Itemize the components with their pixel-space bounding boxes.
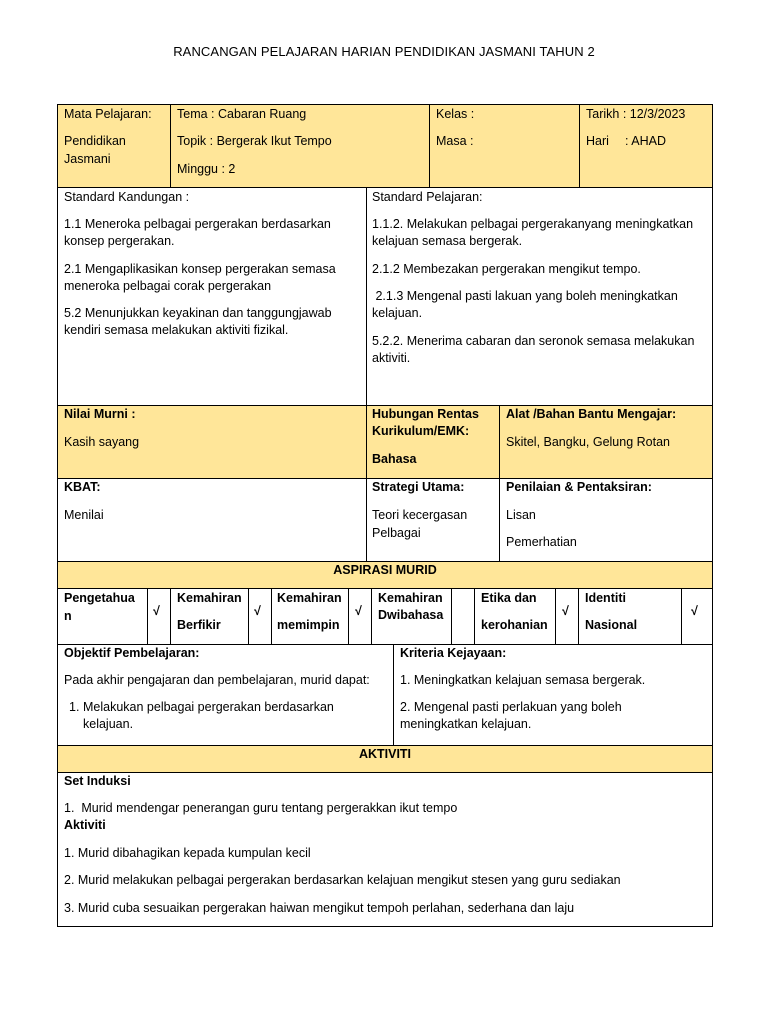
- objektif-label: Objektif Pembelajaran:: [64, 646, 200, 660]
- alat-label: Alat /Bahan Bantu Mengajar:: [506, 407, 677, 421]
- aktiviti-item: 3. Murid cuba sesuaikan pergerakan haiwan mengikut tempoh perlahan, sederhana dan laju: [64, 901, 575, 915]
- penilaian-item: Pemerhatian: [506, 535, 577, 549]
- aktiviti-item: 1. Murid dibahagikan kepada kumpulan kecil: [64, 846, 311, 860]
- alat-value: Skitel, Bangku, Gelung Rotan: [506, 435, 670, 449]
- standard-pelajaran-item: 1.1.2. Melakukan pelbagai pergerakanyang meningkatkan kelajuan semasa bergerak.: [372, 217, 694, 248]
- aktiviti-item: 2. Murid melakukan pelbagai pergerakan berdasarkan kelajuan mengikut stesen yang guru sediakan: [64, 873, 621, 887]
- strategi-value-2: Pelbagai: [372, 526, 421, 540]
- aktiviti-header: AKTIVITI: [358, 747, 412, 761]
- aspirasi-item-line1: Identiti: [585, 591, 626, 605]
- check-mark: √: [153, 604, 160, 618]
- mata-pelajaran-value-2: Jasmani: [64, 152, 111, 166]
- set-induksi-item: 1. Murid mendengar penerangan guru tentang pergerakkan ikut tempo: [64, 801, 458, 815]
- objektif-intro: Pada akhir pengajaran dan pembelajaran, murid dapat:: [64, 673, 370, 687]
- aspirasi-item-line1: Kemahiran: [378, 591, 443, 605]
- set-induksi-label: Set Induksi: [64, 774, 131, 788]
- aspirasi-item-line1: Kemahiran: [277, 591, 342, 605]
- check-mark: √: [691, 604, 698, 618]
- check-mark: √: [355, 604, 362, 618]
- penilaian-item: Lisan: [506, 508, 536, 522]
- standard-kandungan-label: Standard Kandungan :: [64, 190, 190, 204]
- standard-pelajaran-label: Standard Pelajaran:: [372, 190, 483, 204]
- aspirasi-item-line1: Etika dan: [481, 591, 537, 605]
- kriteria-item: 1. Meningkatkan kelajuan semasa bergerak.: [400, 673, 646, 687]
- topik: Topik : Bergerak Ikut Tempo: [177, 134, 332, 148]
- hubungan-value: Bahasa: [372, 452, 417, 466]
- check-mark: √: [562, 604, 569, 618]
- page-title: RANCANGAN PELAJARAN HARIAN PENDIDIKAN JASMANI TAHUN 2: [173, 44, 595, 59]
- aspirasi-item-line2: Nasional: [585, 618, 638, 632]
- nilai-murni-value: Kasih sayang: [64, 435, 140, 449]
- minggu: Minggu : 2: [177, 162, 236, 176]
- standard-pelajaran-item: 5.2.2. Menerima cabaran dan seronok semasa melakukan aktiviti.: [372, 334, 695, 365]
- nilai-murni-label: Nilai Murni :: [64, 407, 136, 421]
- kbat-value: Menilai: [64, 508, 104, 522]
- mata-pelajaran-label: Mata Pelajaran:: [64, 107, 152, 121]
- tema: Tema : Cabaran Ruang: [177, 107, 307, 121]
- standard-pelajaran-item: 2.1.3 Mengenal pasti lakuan yang boleh meningkatkan kelajuan.: [372, 289, 682, 320]
- kelas: Kelas :: [436, 107, 475, 121]
- kriteria-item: 2. Mengenal pasti perlakuan yang boleh meningkatkan kelajuan.: [400, 700, 622, 731]
- objektif-item: Melakukan pelbagai pergerakan berdasarkan kelajuan.: [83, 700, 334, 731]
- hubungan-label-1: Hubungan Rentas: [372, 407, 479, 421]
- check-mark: √: [254, 604, 261, 618]
- hari-label: Hari: [586, 134, 609, 148]
- standard-kandungan-item: 5.2 Menunjukkan keyakinan dan tanggungjawab kendiri semasa melakukan aktiviti fizikal.: [64, 306, 332, 337]
- aspirasi-item-line2: Berfikir: [177, 618, 221, 632]
- hari-value: : AHAD: [625, 134, 666, 148]
- penilaian-label: Penilaian & Pentaksiran:: [506, 480, 652, 494]
- aspirasi-item-line1: Pengetahua: [64, 591, 135, 605]
- aspirasi-item-line2: n: [64, 609, 72, 623]
- strategi-label: Strategi Utama:: [372, 480, 465, 494]
- aspirasi-item-line2: kerohanian: [481, 618, 548, 632]
- standard-pelajaran-item: 2.1.2 Membezakan pergerakan mengikut tempo.: [372, 262, 641, 276]
- objektif-item-num: 1.: [69, 700, 80, 714]
- strategi-value-1: Teori kecergasan: [372, 508, 468, 522]
- masa: Masa :: [436, 134, 474, 148]
- standard-kandungan-item: 1.1 Meneroka pelbagai pergerakan berdasarkan konsep pergerakan.: [64, 217, 331, 248]
- hubungan-label-2: Kurikulum/EMK:: [372, 424, 470, 438]
- mata-pelajaran-value-1: Pendidikan: [64, 134, 126, 148]
- aktiviti-label: Aktiviti: [64, 818, 106, 832]
- aspirasi-header: ASPIRASI MURID: [333, 563, 437, 577]
- aspirasi-item-line2: Dwibahasa: [378, 608, 444, 622]
- aspirasi-item-line2: memimpin: [277, 618, 340, 632]
- kbat-label: KBAT:: [64, 480, 101, 494]
- kriteria-label: Kriteria Kejayaan:: [400, 646, 507, 660]
- standard-kandungan-item: 2.1 Mengaplikasikan konsep pergerakan semasa meneroka pelbagai corak pergerakan: [64, 262, 336, 293]
- aspirasi-item-line1: Kemahiran: [177, 591, 242, 605]
- tarikh: Tarikh : 12/3/2023: [586, 107, 686, 121]
